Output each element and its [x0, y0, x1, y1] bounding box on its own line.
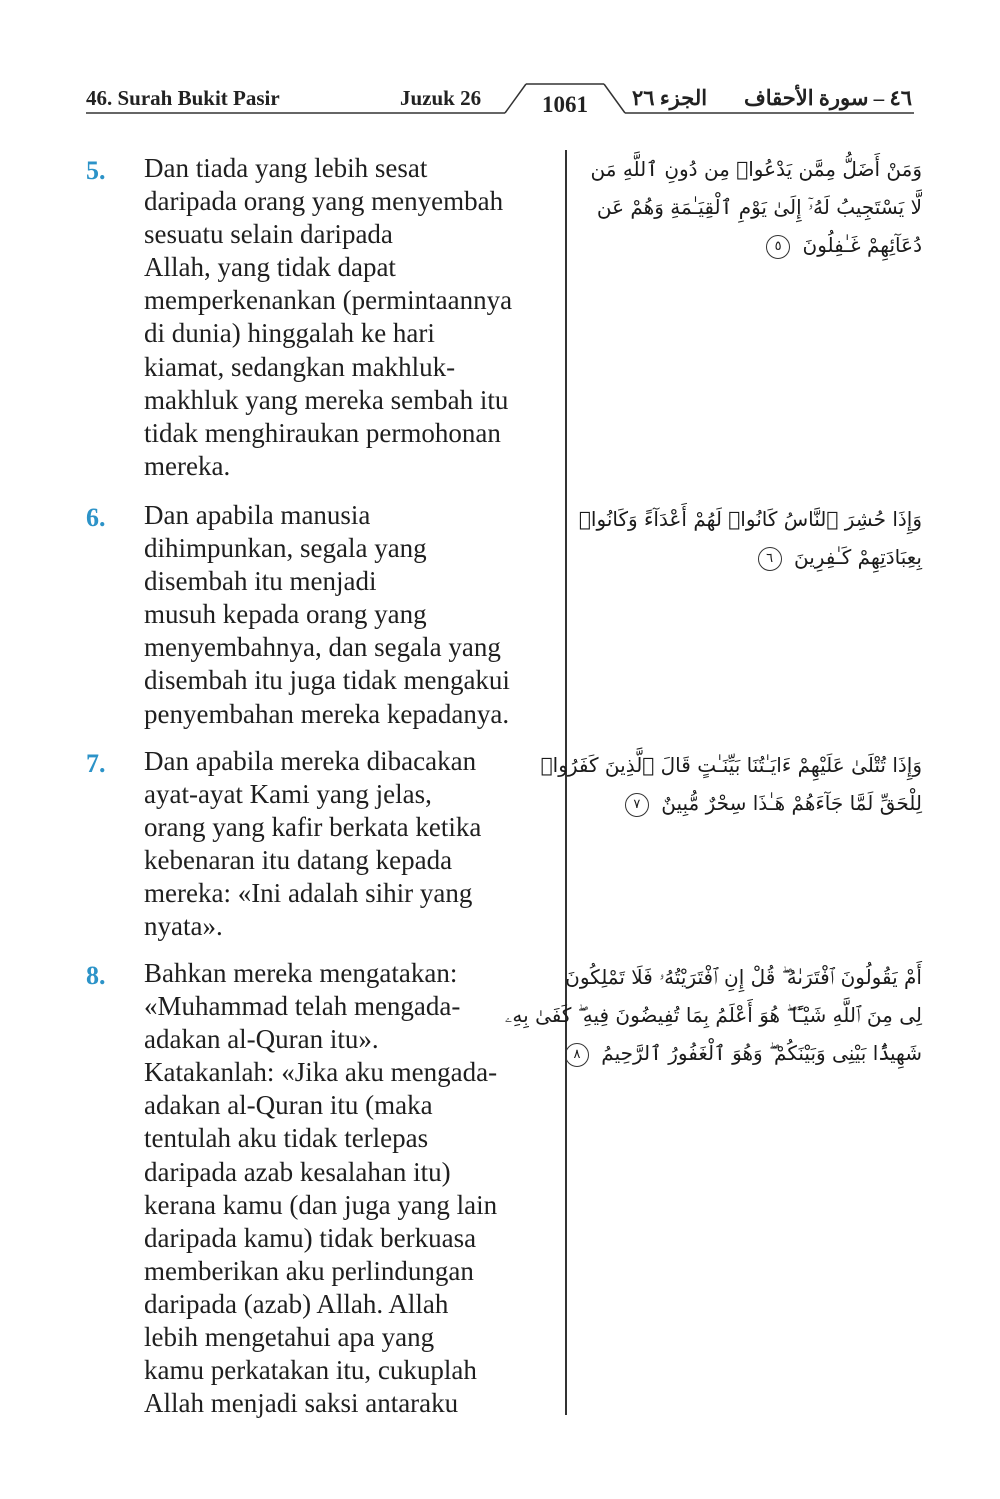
translation-line: nyata».	[144, 911, 223, 942]
translation-line: kiamat, sedangkan makhluk-	[144, 351, 456, 382]
translation-line: Dan apabila mereka dibacakan	[144, 746, 477, 776]
translation-line: lebih mengetahui apa yang	[144, 1322, 435, 1353]
ayah-end-marker: ٨	[565, 1043, 589, 1067]
translation-line: memperkenankan (permintaannya	[144, 285, 513, 316]
arabic-line	[573, 1034, 922, 1072]
verse-translation	[144, 499, 560, 731]
arabic-line-text: لِلْحَقِّ لَمَّا جَآءَهُمْ هَـٰذَا سِحْرٌ مُّبِينٌ	[661, 791, 922, 815]
arabic-line: أَمْ يَقُولُونَ ٱفْتَرَىٰهُ ۖ قُلْ إِنِ ٱفْتَرَيْتُهُۥ فَلَا تَمْلِكُونَ	[565, 965, 922, 989]
verse-number: 8.	[86, 961, 106, 990]
translation-line: dihimpunkan, segala yang	[144, 533, 427, 564]
arabic-line-text: شَهِيدًۢا بَيْنِى وَبَيْنَكُمْ ۖ وَهُوَ ٱلْغَفُورُ ٱلرَّحِيمُ	[601, 1041, 922, 1065]
verse-translation	[144, 152, 560, 483]
arabic-verse	[540, 746, 922, 822]
arabic-line: وَإِذَا حُشِرَ ٱلنَّاسُ كَانُوا۟ لَهُمْ أَعْدَآءً وَكَانُوا۟	[578, 507, 922, 531]
juz-label-latin: Juzuk 26	[400, 86, 482, 110]
page-number: 1061	[542, 92, 588, 117]
translation-line: Dan apabila manusia	[144, 500, 371, 530]
arabic-line	[582, 538, 922, 576]
translation-line: penyembahan mereka kepadanya.	[144, 698, 510, 729]
arabic-line: لَّا يَسْتَجِيبُ لَهُۥٓ إِلَىٰ يَوْمِ ٱلْقِيَـٰمَةِ وَهُمْ عَن	[596, 195, 922, 219]
translation-line: musuh kepada orang yang	[144, 599, 427, 630]
surah-title-arabic: ٤٦ – سورة الأحقاف	[744, 86, 912, 110]
arabic-verse	[582, 150, 922, 264]
translation-line: daripada orang yang menyembah	[144, 186, 504, 217]
ayah-end-marker: ٦	[758, 547, 782, 571]
arabic-line: لِى مِنَ ٱللَّهِ شَيْـًٔا ۖ هُوَ أَعْلَمُ بِمَا تُفِيضُونَ فِيهِ ۖ كَفَىٰ بِهِۦ	[504, 1003, 922, 1027]
translation-line: Katakanlah: «Jika aku mengada-	[144, 1057, 498, 1088]
translation-line: adakan al-Quran itu».	[144, 1024, 379, 1055]
juz-label-arabic: الجزء ٢٦	[632, 86, 708, 110]
translation-line: daripada azab kesalahan itu)	[144, 1156, 451, 1187]
page-header	[0, 0, 1000, 130]
translation-line: Allah, yang tidak dapat	[144, 252, 396, 283]
translation-line: menyembahnya, dan segala yang	[144, 632, 501, 663]
arabic-line	[582, 784, 922, 822]
translation-line: Allah menjadi saksi antaraku	[144, 1388, 459, 1419]
translation-line: disembah itu juga tidak mengakui	[144, 665, 510, 696]
verse-number: 7.	[86, 749, 106, 778]
translation-line: «Muhammad telah mengada-	[144, 991, 461, 1022]
translation-line: ayat-ayat Kami yang jelas,	[144, 779, 432, 810]
translation-line: mereka: «Ini adalah sihir yang	[144, 878, 473, 909]
translation-line: makhluk yang mereka sembah itu	[144, 384, 509, 415]
surah-title-latin: 46. Surah Bukit Pasir	[86, 86, 280, 110]
translation-line: disembah itu menjadi	[144, 566, 377, 597]
verse-number: 5.	[86, 156, 106, 185]
translation-line: kamu perkatakan itu, cukuplah	[144, 1355, 477, 1386]
translation-line: Bahkan mereka mengatakan:	[144, 958, 458, 988]
arabic-line: وَإِذَا تُتْلَىٰ عَلَيْهِمْ ءَايَـٰتُنَا بَيِّنَـٰتٍ قَالَ ٱلَّذِينَ كَفَرُوا۟	[540, 753, 922, 777]
arabic-line-text: دُعَآئِهِمْ غَـٰفِلُونَ	[802, 233, 922, 257]
verse-translation	[144, 957, 560, 1420]
ayah-end-marker: ٧	[625, 793, 649, 817]
translation-line: sesuatu selain daripada	[144, 219, 393, 250]
translation-line: tentulah aku tidak terlepas	[144, 1123, 429, 1154]
translation-line: kerana kamu (dan juga yang lain	[144, 1189, 498, 1220]
translation-line: adakan al-Quran itu (maka	[144, 1090, 433, 1121]
arabic-line	[582, 226, 922, 264]
arabic-line-text: بِعِبَادَتِهِمْ كَـٰفِرِينَ	[793, 545, 922, 569]
translation-line: orang yang kafir berkata ketika	[144, 812, 482, 843]
arabic-verse	[578, 500, 922, 576]
translation-line: daripada kamu) tidak berkuasa	[144, 1222, 477, 1253]
translation-line: memberikan aku perlindungan	[144, 1255, 474, 1286]
translation-line: di dunia) hinggalah ke hari	[144, 318, 435, 349]
translation-line: kebenaran itu datang kepada	[144, 845, 453, 876]
translation-line: mereka.	[144, 450, 231, 481]
verse-number: 6.	[86, 503, 106, 532]
ayah-end-marker: ٥	[766, 235, 790, 259]
translation-line: Dan tiada yang lebih sesat	[144, 153, 428, 183]
arabic-verse	[504, 958, 922, 1072]
arabic-line: وَمَنْ أَضَلُّ مِمَّن يَدْعُوا۟ مِن دُونِ ٱللَّهِ مَن	[590, 157, 922, 181]
translation-line: daripada (azab) Allah. Allah	[144, 1288, 449, 1319]
translation-line: tidak menghiraukan permohonan	[144, 417, 501, 448]
verse-translation	[144, 745, 560, 944]
